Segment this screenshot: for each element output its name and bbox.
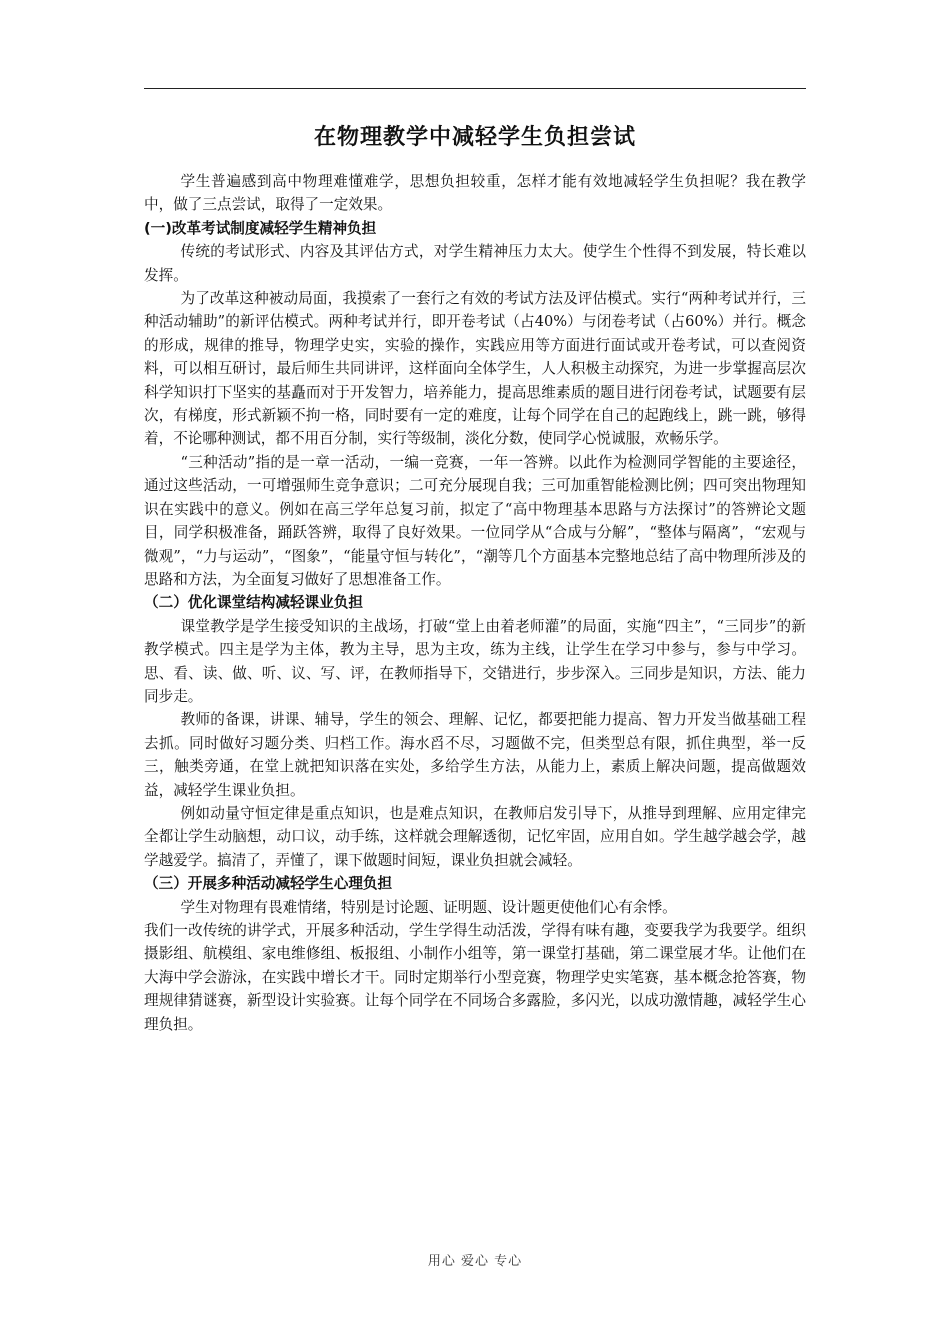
section2-paragraph-3: 例如动量守恒定律是重点知识，也是难点知识，在教师启发引导下，从推导到理解、应用定律完全都让学生动脑想，动口议，动手练，这样就会理解透彻，记忆牢固，应用自如。学生越学越会学，越学越爱学。搞清了，弄懂了，课下做题时间短，课业负担就会减轻。 [144,804,806,869]
section1-paragraph-3: “三种活动”指的是一章一活动，一编一竞赛，一年一答辨。以此作为检测同学智能的主要途径，通过这些活动，一可增强师生竞争意识；二可充分展现自我；三可加重智能检测比例；四可突出物理知识在实践中的意义。例如在高三学年总复习前，拟定了“高中物理基本思路与方法探讨”的答辨论文题目，同学积极准备，踊跃答辨，取得了良好效果。一位同学从“合成与分解”，“整体与隔离”，“宏观与微观”，“力与运动”，“图象”，“能量守恒与转化”，“潮等几个方面基本完整地总结了高中物理所涉及的思路和方法，为全面复习做好了思想准备工作。 [144,453,806,588]
section1-paragraph-2: 为了改革这种被动局面，我摸索了一套行之有效的考试方法及评估模式。实行“两种考试并行，三种活动辅助”的新评估模式。两种考试并行，即开卷考试（占40%）与闭卷考试（占60%）并行。概念的形成，规律的推导，物理学史实，实验的操作，实践应用等方面进行面试或开卷考试，可以查阅资料，可以相互研讨，最后师生共同讲评，这样面向全体学生，人人积极主动探究，为进一步掌握高层次科学知识打下坚实的基矗而对于开发智力，培养能力，提高思维素质的题目进行闭卷考试，试题要有层次，有梯度，形式新颖不拘一格，同时要有一定的难度，让每个同学在自己的起跑线上，跳一跳，够得着，不论哪种测试，都不用百分制，实行等级制，淡化分数，使同学心悦诚服，欢畅乐学。 [144,290,806,448]
document-title: 在物理教学中减轻学生负担尝试 [313,125,636,150]
section1-paragraph-1: 传统的考试形式、内容及其评估方式，对学生精神压力太大。使学生个性得不到发展，特长难以发挥。 [144,243,806,284]
section-heading-2: （二）优化课堂结构减轻课业负担 [144,594,363,612]
section3-paragraph-2: 我们一改传统的讲学式，开展多种活动，学生学得生动活泼，学得有味有趣，变要我学为我要学。组织摄影组、航模组、家电维修组、板报组、小制作小组等，第一课堂打基础，第二课堂展才华。让他们在大海中学会游泳，在实践中增长才干。同时定期举行小型竞赛，物理学史实笔赛，基本概念抢答赛，物理规律猜谜赛，新型设计实验赛。让每个同学在不同场合多露脸，多闪光，以成功激情趣，减轻学生心理负担。 [144,922,806,1033]
section-heading-1: (一)改革考试制度减轻学生精神负担 [144,219,377,237]
section2-paragraph-1: 课堂教学是学生接受知识的主战场，打破“堂上由着老师灌”的局面，实施“四主”，“三同步”的新教学模式。四主是学为主体，教为主导，思为主攻，练为主线，让学生在学习中参与，参与中学习。思、看、读、做、听、议、写、评，在教师指导下，交错进行，步步深入。三同步是知识，方法、能力同步走。 [144,617,806,705]
header-rule [144,88,806,89]
page-footer: 用心 爱心 专心 [427,1254,523,1269]
section2-paragraph-2: 教师的备课，讲课、辅导，学生的领会、理解、记忆，都要把能力提高、智力开发当做基础工程去抓。同时做好习题分类、归档工作。海水舀不尽，习题做不完，但类型总有限，抓住典型，举一反三，触类旁通，在堂上就把知识落在实处，多给学生方法，从能力上，素质上解决问题，提高做题效益，减轻学生课业负担。 [144,711,806,799]
section3-paragraph-1: 学生对物理有畏难情绪，特别是讨论题、证明题、设计题更使他们心有余悸。 [180,898,677,916]
document-body [144,170,806,1036]
intro-paragraph: 学生普遍感到高中物理难懂难学，思想负担较重，怎样才能有效地减轻学生负担呢？我在教学中，做了三点尝试，取得了一定效果。 [144,173,806,214]
section-heading-3: （三）开展多种活动减轻学生心理负担 [144,875,393,893]
